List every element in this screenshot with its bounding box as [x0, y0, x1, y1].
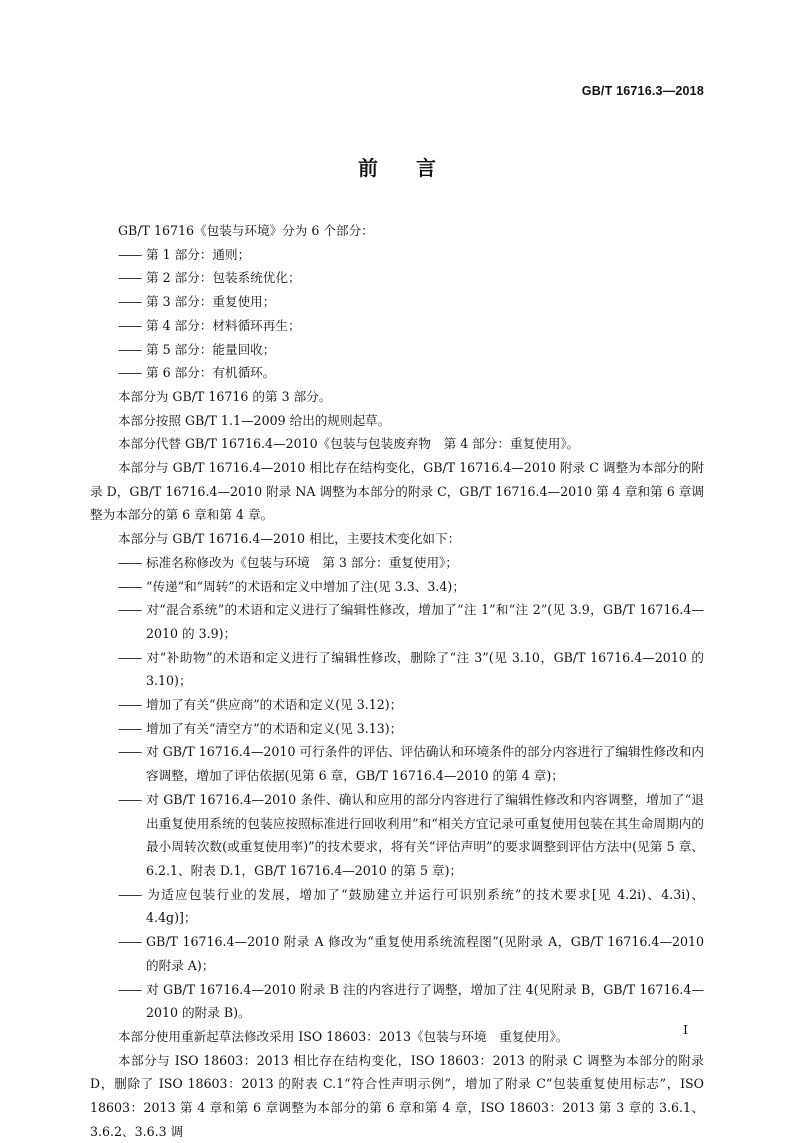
dash-mark: ——: [118, 697, 142, 713]
list-item: —— 第 4 部分：材料循环再生；: [90, 314, 704, 338]
dash-mark: ——: [118, 791, 142, 807]
foreword-body: [90, 219, 704, 1143]
drafting-rules-paragraph: 本部分按照 GB/T 1.1—2009 给出的规则起草。: [118, 412, 391, 428]
technical-changes-intro: 本部分与 GB/T 16716.4—2010 相比，主要技术变化如下：: [118, 531, 461, 547]
structure-change-paragraph: 本部分与 GB/T 16716.4—2010 相比存在结构变化，GB/T 16716.4—2010 附录 C 调整为本部分的附录 D，GB/T 16716.4—2010 附录 NA 调整为本部分的附录 C，GB/T 16716.4—2010 第 4 章和第 6 章调整为本部分的第 6 章和第 4 章。: [90, 460, 704, 523]
dash-mark: ——: [118, 649, 142, 665]
standard-number: GB/T 16716.3—2018: [581, 84, 704, 98]
replaces-paragraph: 本部分代替 GB/T 16716.4—2010《包装与包装废弃物 第 4 部分：重复使用》。: [118, 436, 580, 452]
list-item: —— 为适应包装行业的发展，增加了“鼓励建立并运行可识别系统”的技术要求[见 4.2i)、4.3i)、4.4g)]；: [90, 883, 704, 930]
list-item: —— 第 6 部分：有机循环。: [90, 361, 704, 385]
dash-mark: ——: [118, 317, 142, 333]
parts-list: [90, 243, 704, 385]
dash-mark: ——: [118, 554, 142, 570]
list-item: —— 第 1 部分：通则；: [90, 243, 704, 267]
list-item: —— 对“混合系统”的术语和定义进行了编辑性修改，增加了“注 1”和“注 2”(见 3.9，GB/T 16716.4—2010 的 3.9)；: [90, 598, 704, 645]
list-item: —— GB/T 16716.4—2010 附录 A 修改为“重复使用系统流程图”(见附录 A，GB/T 16716.4—2010 的附录 A)；: [90, 930, 704, 977]
dash-mark: ——: [118, 270, 142, 286]
dash-mark: ——: [118, 720, 142, 736]
dash-mark: ——: [118, 886, 142, 902]
part-of-paragraph: 本部分为 GB/T 16716 的第 3 部分。: [118, 388, 332, 404]
list-item: —— 第 3 部分：重复使用；: [90, 290, 704, 314]
list-item: —— 第 5 部分：能量回收；: [90, 338, 704, 362]
dash-mark: ——: [118, 365, 142, 381]
dash-mark: ——: [118, 602, 142, 618]
page-number: I: [683, 1022, 688, 1037]
list-item: —— 增加了有关“清空方”的术语和定义(见 3.13)；: [90, 717, 704, 741]
iso-adoption-paragraph: 本部分使用重新起草法修改采用 ISO 18603：2013《包装与环境 重复使用》。: [118, 1028, 569, 1044]
dash-mark: ——: [118, 246, 142, 262]
list-item: —— 标准名称修改为《包装与环境 第 3 部分：重复使用》；: [90, 551, 704, 575]
list-item: —— 对“补助物”的术语和定义进行了编辑性修改，删除了“注 3”(见 3.10，GB/T 16716.4—2010 的 3.10)；: [90, 646, 704, 693]
iso-structure-paragraph: 本部分与 ISO 18603：2013 相比存在结构变化，ISO 18603：2013 的附录 C 调整为本部分的附录 D，删除了 ISO 18603：2013 的附表 C.1“符合性声明示例”，增加了附录 C“包装重复使用标志”，ISO 18603：2013 第 4 章和第 6 章调整为本部分的第 6 章和第 4 章，ISO 18603：2013 第 3 章的 3.6.1、3.6.2、3.6.3 调: [90, 1052, 704, 1139]
list-item: —— 对 GB/T 16716.4—2010 条件、确认和应用的部分内容进行了编辑性修改和内容调整，增加了“退出重复使用系统的包装应按照标准进行回收利用”和“相关方宜记录可重复使用包装在其生命周期内的最小周转次数(或重复使用率)”的技术要求，将有关“评估声明”的要求调整到评估方法中(见第 5 章、6.2.1、附表 D.1，GB/T 16716.4—2010 的第 5 章)；: [90, 788, 704, 883]
changes-list: [90, 551, 704, 1025]
intro-paragraph: GB/T 16716《包装与环境》分为 6 个部分：: [118, 223, 374, 238]
dash-mark: ——: [118, 341, 142, 357]
dash-mark: ——: [118, 578, 142, 594]
list-item: —— 增加了有关“供应商”的术语和定义(见 3.12)；: [90, 693, 704, 717]
page-title: 前言: [358, 156, 474, 180]
dash-mark: ——: [118, 981, 142, 997]
list-item: —— 对 GB/T 16716.4—2010 可行条件的评估、评估确认和环境条件的部分内容进行了编辑性修改和内容调整，增加了评估依据(见第 6 章，GB/T 16716.4—2010 的第 4 章)；: [90, 740, 704, 787]
dash-mark: ——: [118, 744, 142, 760]
dash-mark: ——: [118, 294, 142, 310]
dash-mark: ——: [118, 934, 142, 950]
list-item: —— 第 2 部分：包装系统优化；: [90, 266, 704, 290]
list-item: —— “传递”和“周转”的术语和定义中增加了注(见 3.3、3.4)；: [90, 575, 704, 599]
list-item: —— 对 GB/T 16716.4—2010 附录 B 注的内容进行了调整，增加了注 4(见附录 B，GB/T 16716.4—2010 的附录 B)。: [90, 978, 704, 1025]
